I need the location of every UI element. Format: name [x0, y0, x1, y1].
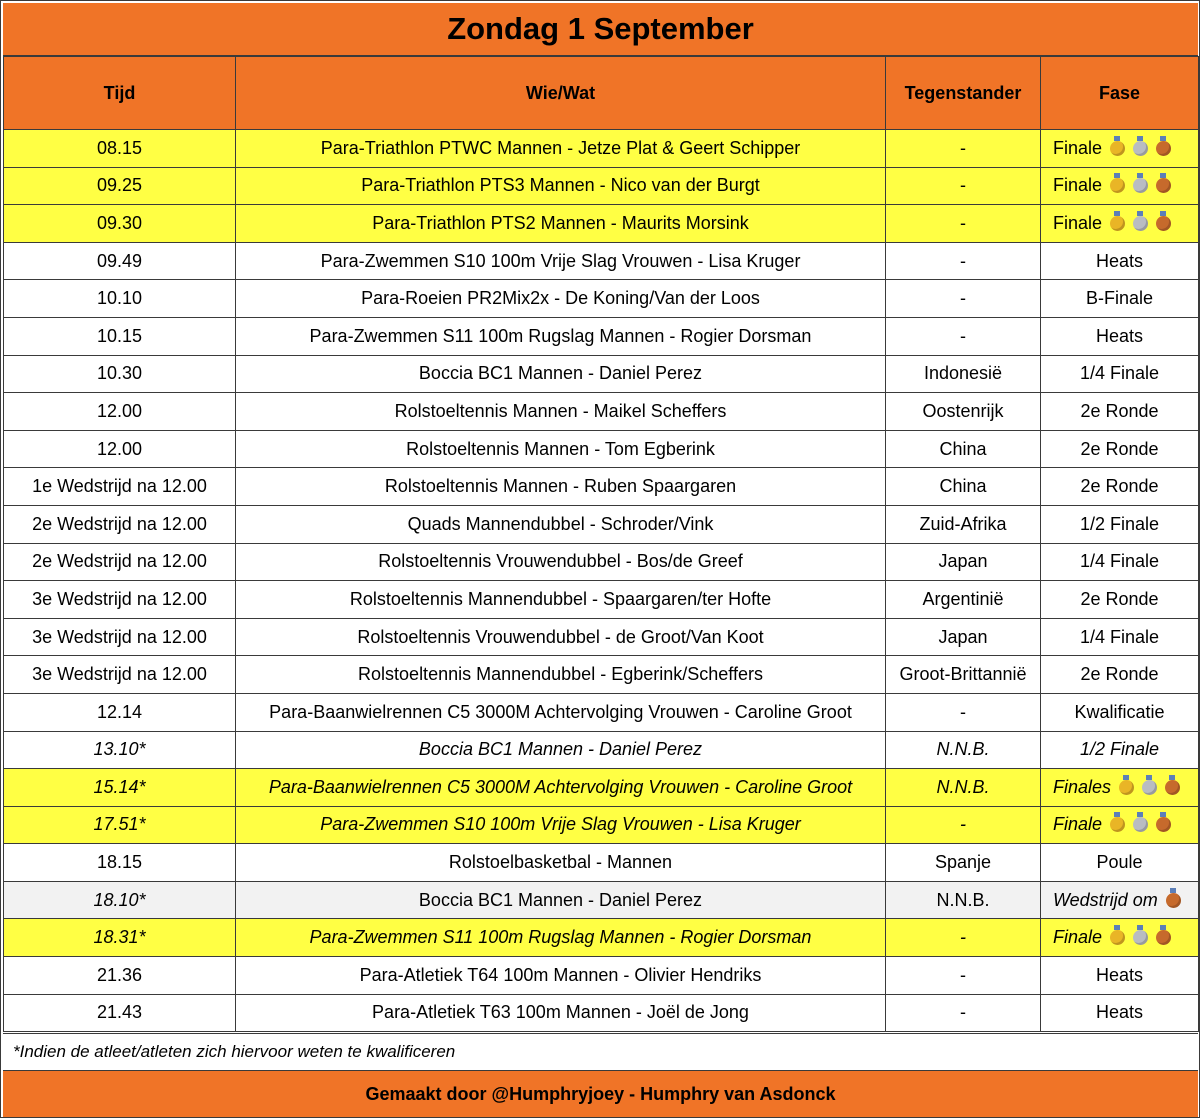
column-header-wie-wat: Wie/Wat: [236, 57, 886, 130]
cell-tijd: [4, 167, 236, 205]
cell-tegenstander-text: -: [960, 250, 966, 271]
cell-tegenstander-text: N.N.B.: [936, 776, 990, 797]
cell-tegenstander: [886, 430, 1041, 468]
cell-wie-wat-text: Rolstoeltennis Vrouwendubbel - de Groot/Van Koot: [357, 626, 764, 647]
cell-wie-wat: [236, 693, 886, 731]
cell-tijd-text: 21.43: [96, 1002, 143, 1023]
cell-fase-text: Kwalificatie: [1074, 701, 1165, 722]
cell-tijd-text: 12.00: [96, 400, 143, 421]
page-title: Zondag 1 September: [3, 3, 1198, 56]
table-row: [4, 844, 1199, 882]
cell-wie-wat-text: Rolstoelbasketbal - Mannen: [448, 852, 673, 873]
cell-tijd: [4, 693, 236, 731]
cell-wie-wat: [236, 581, 886, 619]
cell-tijd: [4, 994, 236, 1032]
cell-tijd: [4, 355, 236, 393]
table-row: [4, 430, 1199, 468]
cell-fase-text: 2e Ronde: [1080, 400, 1159, 421]
cell-fase-text: 2e Ronde: [1080, 664, 1159, 685]
cell-tegenstander-text: -: [960, 964, 966, 985]
table-row: [4, 317, 1199, 355]
cell-wie-wat-text: Rolstoeltennis Mannen - Maikel Scheffers: [394, 400, 727, 421]
cell-tegenstander-text: China: [939, 476, 987, 497]
cell-wie-wat: [236, 505, 886, 543]
cell-tijd: [4, 919, 236, 957]
cell-tegenstander-text: -: [960, 1002, 966, 1023]
cell-tegenstander-text: -: [960, 137, 966, 158]
cell-fase: [1041, 317, 1199, 355]
cell-tegenstander-text: China: [939, 438, 987, 459]
cell-tijd-text: 15.14*: [93, 776, 146, 797]
cell-fase: [1041, 505, 1199, 543]
cell-fase: [1041, 844, 1199, 882]
table-row: [4, 881, 1199, 919]
cell-wie-wat: [236, 242, 886, 280]
cell-fase: [1041, 693, 1199, 731]
cell-tegenstander: [886, 280, 1041, 318]
cell-fase-text: Finale: [1053, 814, 1103, 835]
cell-fase: [1041, 543, 1199, 581]
cell-fase: [1041, 731, 1199, 769]
bronze-medal-icon: [1156, 817, 1171, 832]
cell-fase-text: Finale: [1053, 927, 1103, 948]
cell-fase-text: B-Finale: [1085, 288, 1154, 309]
silver-medal-icon: [1133, 216, 1148, 231]
table-row: [4, 393, 1199, 431]
cell-wie-wat-text: Quads Mannendubbel - Schroder/Vink: [407, 513, 714, 534]
cell-fase-text: Finales: [1053, 776, 1112, 797]
cell-wie-wat-text: Rolstoeltennis Vrouwendubbel - Bos/de Greef: [378, 551, 743, 572]
cell-tijd-text: 3e Wedstrijd na 12.00: [32, 626, 207, 647]
cell-tegenstander: [886, 731, 1041, 769]
cell-wie-wat: [236, 393, 886, 431]
cell-tijd: [4, 656, 236, 694]
cell-wie-wat: [236, 656, 886, 694]
cell-fase-text: 1/2 Finale: [1079, 513, 1160, 534]
cell-tijd-text: 18.10*: [93, 889, 146, 910]
cell-wie-wat: [236, 881, 886, 919]
cell-fase-text: Finale: [1053, 212, 1103, 233]
cell-fase: [1041, 130, 1199, 168]
cell-tegenstander: [886, 130, 1041, 168]
cell-wie-wat: [236, 130, 886, 168]
cell-fase-text: Heats: [1095, 325, 1144, 346]
cell-tegenstander: [886, 656, 1041, 694]
cell-fase: [1041, 393, 1199, 431]
cell-tegenstander: [886, 581, 1041, 619]
cell-fase: [1041, 205, 1199, 243]
silver-medal-icon: [1133, 178, 1148, 193]
cell-fase-text: Heats: [1095, 1002, 1144, 1023]
cell-wie-wat-text: Rolstoeltennis Mannen - Ruben Spaargaren: [384, 476, 737, 497]
cell-tijd: [4, 881, 236, 919]
cell-fase-text: 2e Ronde: [1080, 588, 1159, 609]
cell-tijd-text: 18.15: [96, 852, 143, 873]
cell-wie-wat-text: Boccia BC1 Mannen - Daniel Perez: [418, 739, 703, 760]
gold-medal-icon: [1110, 930, 1125, 945]
cell-tijd: [4, 205, 236, 243]
cell-wie-wat: [236, 205, 886, 243]
table-row: [4, 769, 1199, 807]
cell-wie-wat-text: Para-Zwemmen S11 100m Rugslag Mannen - Rogier Dorsman: [309, 927, 812, 948]
cell-tegenstander: [886, 242, 1041, 280]
cell-tegenstander-text: N.N.B.: [936, 739, 990, 760]
cell-wie-wat-text: Para-Zwemmen S10 100m Vrije Slag Vrouwen - Lisa Kruger: [320, 814, 801, 835]
cell-wie-wat-text: Para-Atletiek T64 100m Mannen - Olivier Hendriks: [359, 964, 762, 985]
cell-tegenstander: [886, 919, 1041, 957]
schedule-table: [3, 56, 1199, 1032]
cell-wie-wat: [236, 468, 886, 506]
cell-tijd-text: 12.00: [96, 438, 143, 459]
cell-wie-wat-text: Para-Baanwielrennen C5 3000M Achtervolging Vrouwen - Caroline Groot: [268, 776, 853, 797]
table-row: [4, 505, 1199, 543]
cell-wie-wat-text: Boccia BC1 Mannen - Daniel Perez: [418, 889, 703, 910]
cell-tijd-text: 09.30: [96, 212, 143, 233]
cell-tegenstander: [886, 957, 1041, 995]
cell-wie-wat-text: Para-Atletiek T63 100m Mannen - Joël de Jong: [372, 1002, 749, 1023]
cell-tegenstander-text: Oostenrijk: [922, 400, 1004, 421]
cell-tijd: [4, 769, 236, 807]
cell-fase: [1041, 167, 1199, 205]
cell-tijd: [4, 618, 236, 656]
cell-fase: [1041, 581, 1199, 619]
cell-wie-wat: [236, 844, 886, 882]
cell-tegenstander-text: -: [960, 212, 966, 233]
table-row: [4, 919, 1199, 957]
cell-wie-wat: [236, 919, 886, 957]
footnote: *Indien de atleet/atleten zich hiervoor weten te kwalificeren: [3, 1033, 1198, 1070]
cell-tegenstander-text: Spanje: [934, 852, 992, 873]
cell-tijd: [4, 317, 236, 355]
cell-tegenstander: [886, 205, 1041, 243]
table-row: [4, 543, 1199, 581]
cell-tijd: [4, 242, 236, 280]
cell-tijd-text: 17.51*: [93, 814, 146, 835]
cell-fase-text: Poule: [1096, 852, 1143, 873]
cell-tijd: [4, 393, 236, 431]
cell-tijd-text: 10.15: [96, 325, 143, 346]
cell-tegenstander: [886, 881, 1041, 919]
cell-tijd-text: 13.10*: [93, 739, 146, 760]
cell-tegenstander-text: Japan: [938, 551, 988, 572]
cell-fase: [1041, 656, 1199, 694]
table-row: [4, 618, 1199, 656]
cell-tegenstander-text: Japan: [938, 626, 988, 647]
cell-tegenstander: [886, 393, 1041, 431]
credits-footer: Gemaakt door @Humphryjoey - Humphry van Asdonck: [3, 1070, 1198, 1117]
cell-tegenstander: [886, 317, 1041, 355]
cell-wie-wat-text: Rolstoeltennis Mannen - Tom Egberink: [406, 438, 715, 459]
gold-medal-icon: [1110, 817, 1125, 832]
table-row: [4, 656, 1199, 694]
cell-tegenstander: [886, 693, 1041, 731]
table-row: [4, 731, 1199, 769]
bronze-medal-icon: [1156, 178, 1171, 193]
cell-tegenstander-text: Groot-Brittannië: [899, 664, 1027, 685]
cell-fase: [1041, 769, 1199, 807]
cell-tijd: [4, 957, 236, 995]
cell-tegenstander-text: N.N.B.: [936, 889, 990, 910]
cell-fase-text: Finale: [1053, 175, 1103, 196]
bronze-medal-icon: [1156, 141, 1171, 156]
cell-tegenstander: [886, 618, 1041, 656]
cell-tijd-text: 08.15: [96, 137, 143, 158]
cell-fase: [1041, 957, 1199, 995]
cell-wie-wat-text: Para-Zwemmen S10 100m Vrije Slag Vrouwen - Lisa Kruger: [320, 250, 801, 271]
cell-wie-wat: [236, 806, 886, 844]
cell-tijd: [4, 543, 236, 581]
table-row: [4, 806, 1199, 844]
cell-fase: [1041, 919, 1199, 957]
cell-fase: [1041, 994, 1199, 1032]
cell-tegenstander: [886, 468, 1041, 506]
cell-tegenstander: [886, 543, 1041, 581]
cell-fase-text: 1/2 Finale: [1079, 739, 1160, 760]
cell-fase: [1041, 468, 1199, 506]
cell-tijd: [4, 581, 236, 619]
cell-wie-wat: [236, 280, 886, 318]
table-row: [4, 581, 1199, 619]
cell-tegenstander-text: Argentinië: [922, 588, 1004, 609]
cell-tegenstander-text: -: [960, 325, 966, 346]
table-row: [4, 205, 1199, 243]
cell-fase-text: Heats: [1095, 964, 1144, 985]
bronze-medal-icon: [1156, 930, 1171, 945]
cell-wie-wat: [236, 618, 886, 656]
column-header-tijd: Tijd: [4, 57, 236, 130]
cell-wie-wat-text: Rolstoeltennis Mannendubbel - Spaargaren/ter Hofte: [349, 588, 772, 609]
cell-fase: [1041, 280, 1199, 318]
cell-fase: [1041, 430, 1199, 468]
cell-tijd-text: 09.25: [96, 175, 143, 196]
column-header-fase: Fase: [1041, 57, 1199, 130]
cell-wie-wat: [236, 317, 886, 355]
cell-tijd-text: 18.31*: [93, 927, 146, 948]
header-row: [4, 57, 1199, 130]
cell-wie-wat: [236, 731, 886, 769]
schedule-body: [4, 130, 1199, 1032]
cell-tijd: [4, 844, 236, 882]
cell-tegenstander: [886, 505, 1041, 543]
cell-fase: [1041, 355, 1199, 393]
silver-medal-icon: [1133, 817, 1148, 832]
cell-tijd: [4, 468, 236, 506]
cell-tegenstander-text: -: [960, 814, 966, 835]
cell-tijd: [4, 806, 236, 844]
cell-tegenstander: [886, 806, 1041, 844]
cell-wie-wat-text: Rolstoeltennis Mannendubbel - Egberink/Scheffers: [358, 664, 763, 685]
cell-wie-wat-text: Para-Baanwielrennen C5 3000M Achtervolging Vrouwen - Caroline Groot: [269, 701, 852, 722]
cell-tijd-text: 2e Wedstrijd na 12.00: [32, 551, 207, 572]
table-row: [4, 167, 1199, 205]
cell-tegenstander: [886, 355, 1041, 393]
cell-tegenstander-text: -: [960, 927, 966, 948]
cell-fase: [1041, 806, 1199, 844]
cell-tijd: [4, 130, 236, 168]
bronze-medal-icon: [1165, 780, 1180, 795]
cell-fase-text: 2e Ronde: [1080, 476, 1159, 497]
cell-tijd-text: 10.30: [96, 363, 143, 384]
cell-wie-wat-text: Para-Triathlon PTS3 Mannen - Nico van der Burgt: [361, 175, 760, 196]
cell-wie-wat: [236, 430, 886, 468]
cell-wie-wat: [236, 957, 886, 995]
cell-tijd-text: 2e Wedstrijd na 12.00: [32, 513, 207, 534]
cell-fase-text: 2e Ronde: [1080, 438, 1159, 459]
cell-wie-wat: [236, 167, 886, 205]
cell-tijd: [4, 430, 236, 468]
cell-wie-wat-text: Boccia BC1 Mannen - Daniel Perez: [418, 363, 703, 384]
cell-fase-text: Finale: [1053, 137, 1103, 158]
cell-fase: [1041, 881, 1199, 919]
cell-tegenstander-text: Indonesië: [923, 363, 1003, 384]
gold-medal-icon: [1110, 178, 1125, 193]
gold-medal-icon: [1110, 141, 1125, 156]
cell-tijd-text: 10.10: [96, 288, 143, 309]
cell-wie-wat: [236, 543, 886, 581]
cell-tegenstander: [886, 167, 1041, 205]
cell-tijd: [4, 731, 236, 769]
cell-tijd-text: 09.49: [96, 250, 143, 271]
cell-tegenstander-text: -: [960, 701, 966, 722]
gold-medal-icon: [1119, 780, 1134, 795]
table-row: [4, 994, 1199, 1032]
cell-fase-text: Heats: [1095, 250, 1144, 271]
cell-fase-text: 1/4 Finale: [1079, 626, 1160, 647]
cell-tijd-text: 3e Wedstrijd na 12.00: [32, 664, 207, 685]
cell-fase: [1041, 242, 1199, 280]
cell-tijd-text: 21.36: [96, 964, 143, 985]
cell-wie-wat: [236, 994, 886, 1032]
cell-tijd: [4, 280, 236, 318]
table-row: [4, 693, 1199, 731]
cell-tegenstander-text: -: [960, 175, 966, 196]
table-row: [4, 468, 1199, 506]
column-header-tegenstander: Tegenstander: [886, 57, 1041, 130]
cell-fase-text: Wedstrijd om: [1053, 889, 1158, 910]
silver-medal-icon: [1133, 141, 1148, 156]
table-row: [4, 242, 1199, 280]
cell-tegenstander: [886, 844, 1041, 882]
silver-medal-icon: [1142, 780, 1157, 795]
cell-tijd-text: 1e Wedstrijd na 12.00: [32, 476, 207, 497]
cell-tegenstander-text: -: [960, 288, 966, 309]
cell-wie-wat-text: Para-Roeien PR2Mix2x - De Koning/Van der Loos: [361, 288, 760, 309]
bronze-medal-icon: [1166, 893, 1181, 908]
cell-tegenstander: [886, 769, 1041, 807]
cell-fase-text: 1/4 Finale: [1079, 363, 1160, 384]
cell-tegenstander-text: Zuid-Afrika: [919, 513, 1007, 534]
silver-medal-icon: [1133, 930, 1148, 945]
cell-fase-text: 1/4 Finale: [1079, 551, 1160, 572]
cell-tegenstander: [886, 994, 1041, 1032]
cell-tijd-text: 12.14: [96, 701, 143, 722]
bronze-medal-icon: [1156, 216, 1171, 231]
cell-wie-wat-text: Para-Triathlon PTS2 Mannen - Maurits Morsink: [372, 212, 749, 233]
cell-wie-wat-text: Para-Zwemmen S11 100m Rugslag Mannen - Rogier Dorsman: [309, 325, 812, 346]
cell-fase: [1041, 618, 1199, 656]
gold-medal-icon: [1110, 216, 1125, 231]
table-row: [4, 355, 1199, 393]
table-row: [4, 280, 1199, 318]
cell-tijd-text: 3e Wedstrijd na 12.00: [32, 588, 207, 609]
table-row: [4, 130, 1199, 168]
table-row: [4, 957, 1199, 995]
cell-wie-wat-text: Para-Triathlon PTWC Mannen - Jetze Plat & Geert Schipper: [320, 137, 801, 158]
cell-wie-wat: [236, 355, 886, 393]
cell-tijd: [4, 505, 236, 543]
cell-wie-wat: [236, 769, 886, 807]
